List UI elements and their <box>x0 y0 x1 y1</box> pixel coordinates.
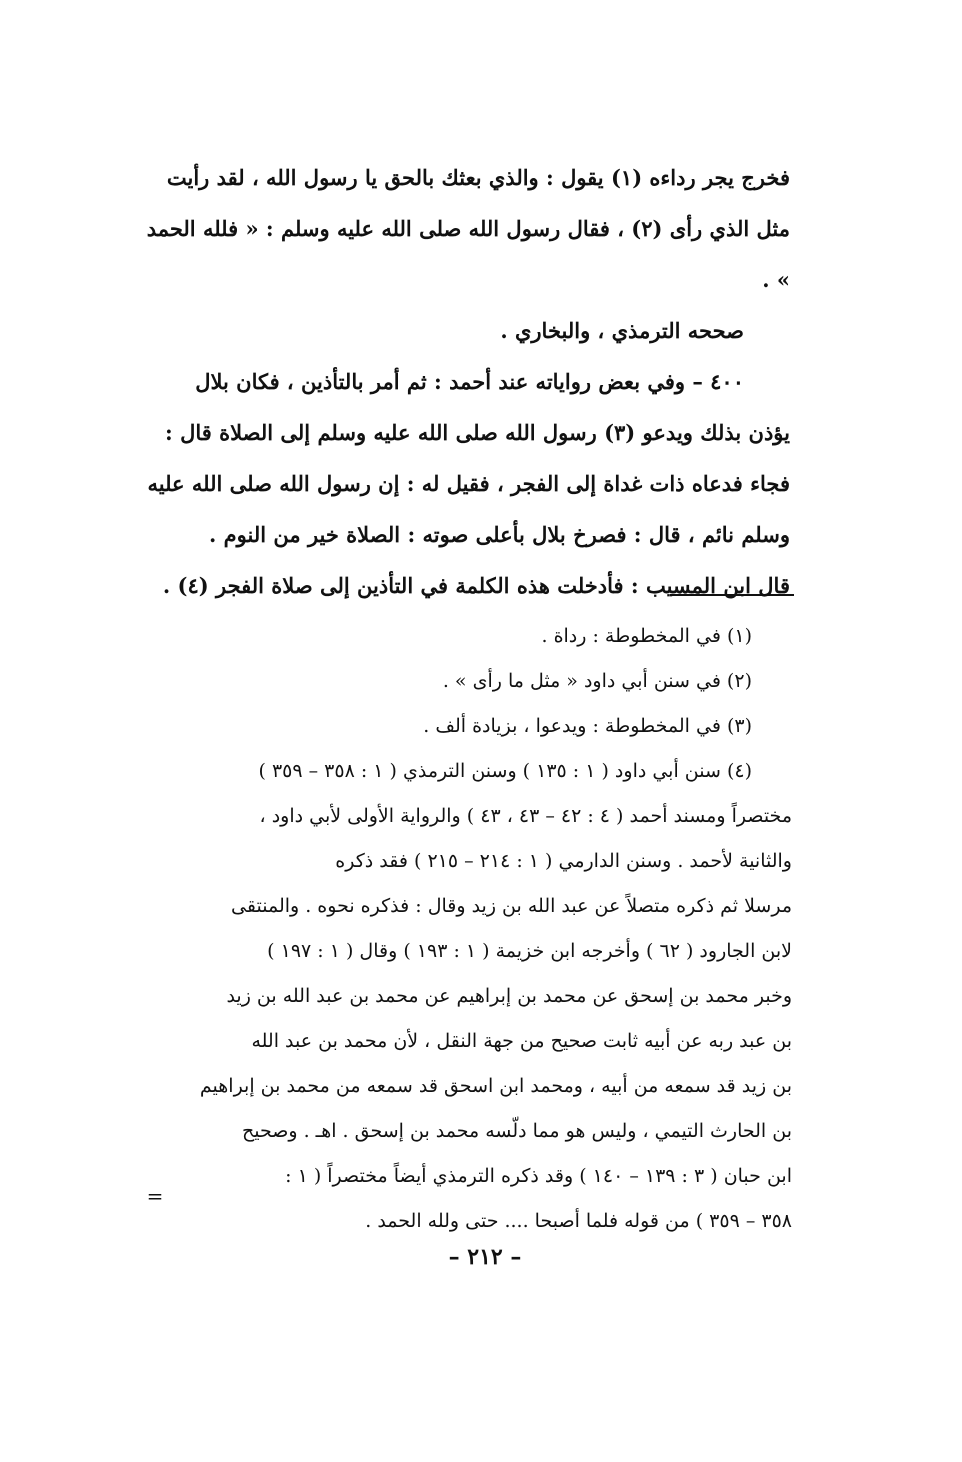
paragraph-1-line-1: فخرج يجر رداءه (١) يقول : والذي بعثك بالحق يا رسول الله ، لقد رأيت <box>166 165 790 190</box>
footnote-4-line-8: بن زيد قد سمعه من أبيه ، ومحمد ابن اسحق قد سمعه من محمد بن إبراهيم <box>199 1075 792 1097</box>
footnote-4-line-3: والثانية لأحمد . وسنن الدارمي ( ١ : ٢١٤ – ٢١٥ ) فقد ذكره <box>335 850 792 872</box>
footnote-4-line-4: مرسلا ثم ذكره متصلاً عن عبد الله بن زيد وقال : فذكره نحوه . والمنتقى <box>231 895 792 917</box>
footnote-4-line-10: ابن حبان ( ٣ : ١٣٩ – ١٤٠ ) وقد ذكره الترمذي أيضاً مختصراً ( ١ : <box>285 1165 792 1187</box>
paragraph-2: صححه الترمذي ، والبخاري . <box>500 318 744 343</box>
footnote-4-line-1: (٤) سنن أبي داود ( ١ : ١٣٥ ) وسنن الترمذي ( ١ : ٣٥٨ – ٣٥٩ ) <box>258 760 752 782</box>
footnote-4-line-2: مختصراً ومسند أحمد ( ٤ : ٤٢ – ٤٣ ، ٤٣ ) والرواية الأولى لأبي داود ، <box>259 805 792 827</box>
footnote-2: (٢) في سنن أبي داود « مثل ما رأى » . <box>442 670 752 692</box>
footnote-separator <box>670 594 794 596</box>
hadith-400-line-3: فجاء فدعاه ذات غداة إلى الفجر ، فقيل له : إن رسول الله صلى الله عليه <box>147 471 790 496</box>
footnotes <box>136 614 792 1244</box>
footnote-4-line-11: ٣٥٨ – ٣٥٩ ) من قوله فلما أصبحا .... حتى ولله الحمد . <box>365 1210 792 1232</box>
main-text <box>136 152 790 611</box>
page-number: – ٢١٢ – <box>448 1244 522 1270</box>
footnote-4-line-5: لابن الجارود ( ٦٢ ) وأخرجه ابن خزيمة ( ١ : ١٩٣ ) وقال ( ١ : ١٩٧ ) <box>267 940 792 962</box>
footnote-4-line-7: بن عبد ربه عن أبيه ثابت صحيح من جهة النقل ، لأن محمد بن عبد الله <box>251 1030 792 1052</box>
paragraph-1-line-2: مثل الذي رأى (٢) ، فقال رسول الله صلى الله عليه وسلم : « فلله الحمد » . <box>146 216 790 292</box>
hadith-400-line-2: يؤذن بذلك ويدعو (٣) رسول الله صلى الله عليه وسلم إلى الصلاة قال : <box>165 420 790 445</box>
hadith-400-line-5: قال ابن المسيب : فأدخلت هذه الكلمة في التأذين إلى صلاة الفجر (٤) . <box>162 573 790 598</box>
footnote-4-line-9: بن الحارث التيمي ، وليس هو مما دلّسه محمد بن إسحق . اهـ . وصحيح <box>241 1120 792 1142</box>
footnote-4-line-6: وخبر محمد بن إسحق عن محمد بن إبراهيم عن محمد بن عبد الله بن زيد <box>226 985 792 1007</box>
footnote-1: (١) في المخطوطة : رداة . <box>541 625 752 647</box>
continuation-mark: = <box>146 1184 164 1208</box>
hadith-400-line-1: ٤٠٠ – وفي بعض رواياته عند أحمد : ثم أمر بالتأذين ، فكان بلال <box>195 369 744 394</box>
footnote-3: (٣) في المخطوطة : ويدعوا ، بزيادة ألف . <box>423 715 752 737</box>
hadith-400-line-4: وسلم نائم ، قال : فصرخ بلال بأعلى صوته : الصلاة خير من النوم . <box>209 522 790 547</box>
